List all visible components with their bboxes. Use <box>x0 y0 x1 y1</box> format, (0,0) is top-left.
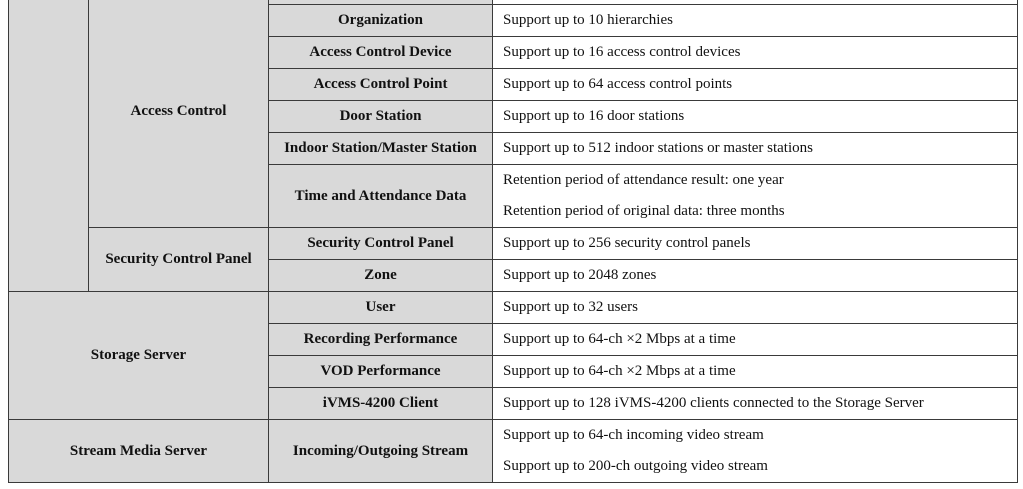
value-organization: Support up to 10 hierarchies <box>493 5 1018 37</box>
feature-vod-performance: VOD Performance <box>269 356 493 388</box>
value-incoming-outgoing-stream <box>493 420 1018 483</box>
subcategory-access-control: Access Control <box>89 0 269 228</box>
value-recording-performance: Support up to 64-ch ×2 Mbps at a time <box>493 324 1018 356</box>
table-row <box>9 228 1018 260</box>
value-user: Support up to 32 users <box>493 292 1018 324</box>
value-line: Support up to 200-ch outgoing video stream <box>503 458 768 474</box>
feature-time-attendance: Time and Attendance Data <box>269 165 493 228</box>
feature-incoming-outgoing-stream: Incoming/Outgoing Stream <box>269 420 493 483</box>
feature-ivms-client: iVMS-4200 Client <box>269 388 493 420</box>
spec-table <box>8 0 1018 483</box>
table-row <box>9 292 1018 324</box>
feature-organization: Organization <box>269 5 493 37</box>
table-row <box>9 420 1018 483</box>
category-stream-media-server: Stream Media Server <box>9 420 269 483</box>
value-vod-performance: Support up to 64-ch ×2 Mbps at a time <box>493 356 1018 388</box>
value-indoor-station: Support up to 512 indoor stations or master stations <box>493 133 1018 165</box>
value-access-control-device: Support up to 16 access control devices <box>493 37 1018 69</box>
value-ivms-client: Support up to 128 iVMS-4200 clients connected to the Storage Server <box>493 388 1018 420</box>
value-security-control-panel: Support up to 256 security control panels <box>493 228 1018 260</box>
value-time-attendance <box>493 165 1018 228</box>
feature-zone: Zone <box>269 260 493 292</box>
feature-door-station: Door Station <box>269 101 493 133</box>
value-line: Retention period of original data: three months <box>503 203 785 219</box>
value-line: Support up to 64-ch incoming video stream <box>503 427 764 443</box>
subcategory-security-control-panel: Security Control Panel <box>89 228 269 292</box>
feature-recording-performance: Recording Performance <box>269 324 493 356</box>
feature-access-control-point: Access Control Point <box>269 69 493 101</box>
category-cell-blank <box>9 0 89 292</box>
feature-access-control-device: Access Control Device <box>269 37 493 69</box>
feature-indoor-station: Indoor Station/Master Station <box>269 133 493 165</box>
feature-user: User <box>269 292 493 324</box>
value-door-station: Support up to 16 door stations <box>493 101 1018 133</box>
value-access-control-point: Support up to 64 access control points <box>493 69 1018 101</box>
value-line: Retention period of attendance result: one year <box>503 172 784 188</box>
category-storage-server: Storage Server <box>9 292 269 420</box>
feature-security-control-panel: Security Control Panel <box>269 228 493 260</box>
value-zone: Support up to 2048 zones <box>493 260 1018 292</box>
